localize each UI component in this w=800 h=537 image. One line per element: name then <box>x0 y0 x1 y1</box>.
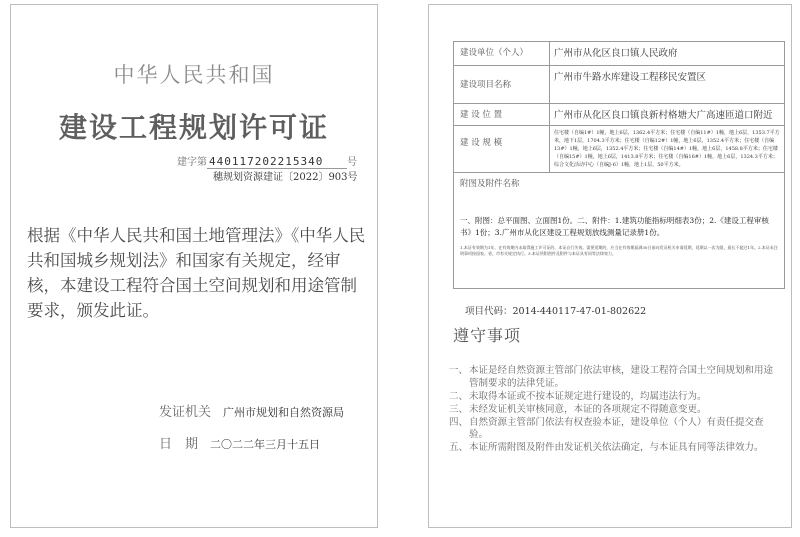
list-item <box>449 442 779 455</box>
row-label: 附图及附件名称 <box>460 179 520 189</box>
list-item <box>449 391 779 404</box>
list-item <box>449 417 779 442</box>
row-label: 建 设 规 模 <box>454 126 550 173</box>
item-number: 三、 <box>449 403 469 415</box>
list-item <box>449 365 779 390</box>
row-value <box>550 126 785 173</box>
row-value: 广州市从化区良口镇人民政府 <box>550 42 785 66</box>
notice-list <box>449 365 779 455</box>
table-row <box>454 173 785 289</box>
cert-number-line <box>177 153 357 169</box>
row-label: 建设单位（个人） <box>454 42 550 66</box>
issuer-value: 广州市规划和自然资源局 <box>223 406 345 419</box>
project-info-table <box>453 41 785 289</box>
fine-print-note: 1.本证有效期为1年，在有效期内未取得施工许可证的，本证自行失效。需要延期的，应当在有效期届满30日前向发证机关申请延期，延期以一次为限，最长不超过1年。2.本证未注明事项按国家、省、市有关规定执行。3.本证所附图件及附件与本证具有同等法律效力。 <box>460 245 778 256</box>
permit-details-page <box>428 4 792 528</box>
row-value: 广州市从化区良口镇良新村格塘大广高速匝道口附近 <box>550 104 785 126</box>
item-number: 二、 <box>449 390 469 402</box>
date-value: 二〇二二年三月十五日 <box>210 438 321 451</box>
cert-number-prefix: 建字第 <box>177 157 207 168</box>
cert-number: 440117202215340 <box>207 155 347 169</box>
permit-statement: 根据《中华人民共和国土地管理法》《中华人民共和国城乡规划法》和国家有关规定，经审核，本建设工程符合国土空间规划和用途管制要求，颁发此证。 <box>27 226 366 320</box>
item-number: 五、 <box>449 442 469 453</box>
table-row <box>454 126 785 173</box>
attachments-cell <box>454 173 785 289</box>
item-number: 四、 <box>449 416 469 428</box>
issue-number: 穗规划资源建证〔2022〕903号 <box>213 172 358 183</box>
row-value: 广州市牛路水库建设工程移民安置区 <box>550 66 785 104</box>
scale-text: 住宅楼（自编1#）1幢，地上6层，1362.4平方米；住宅楼（自编11#）1幢，地上6层，1353.7平方米，地下1层，1704.3平方米；住宅楼（自编12#）1幢，地上6层，1352.4平方米；住宅楼（自编13#）1幢，地上6层，1352.4平方米；住宅楼（自编14#）1幢，地上6层，1458.8平方米；住宅楼（自编15#）1幢，地上6层，1413.8平方米；住宅楼（自编16#）1幢，地上6层，1324.3平方米；综合文化活动中心（自编J-6）1幢，地上1层，50平方米。 <box>554 130 780 168</box>
notice-heading: 遵守事项 <box>453 326 522 345</box>
item-text: 未取得本证或不按本证规定进行建设的，均属违法行为。 <box>469 390 707 402</box>
row-label: 建 设 位 置 <box>454 104 550 126</box>
permit-cover-page <box>10 4 378 528</box>
table-row <box>454 42 785 66</box>
item-text: 本证所需附图及附件由发证机关依法确定，与本证具有同等法律效力。 <box>469 442 764 453</box>
table-row <box>454 104 785 126</box>
row-label: 建设项目名称 <box>454 66 550 104</box>
attachments-text: 一、附图：总平面图、立面图1份。二、附件：1.建筑功能指标明细表3份；2.《建设工程审核书》1份；3.广州市从化区建设工程规划放线测量记录册1份。 <box>460 216 769 237</box>
issue-date <box>159 433 320 452</box>
cert-number-suffix: 号 <box>347 157 357 168</box>
issuing-authority <box>159 401 344 420</box>
item-text: 本证是经自然资源主管部门依法审核，建设工程符合国土空间规划和用途管制要求的法律凭证。 <box>469 365 774 389</box>
date-label: 日 期 <box>159 437 199 452</box>
item-text: 未经发证机关审核同意，本证的各项规定不得随意变更。 <box>469 403 707 415</box>
table-row <box>454 66 785 104</box>
issuer-label: 发证机关 <box>159 405 212 420</box>
permit-title: 建设工程规划许可证 <box>58 111 329 144</box>
list-item <box>449 404 779 417</box>
country-name: 中华人民共和国 <box>113 63 275 87</box>
item-number: 一、 <box>449 365 469 376</box>
project-code: 项目代码：2014-440117-47-01-802622 <box>465 306 647 317</box>
item-text: 自然资源主管部门依法有权查验本证，建设单位（个人）有责任提交查验。 <box>469 416 764 440</box>
